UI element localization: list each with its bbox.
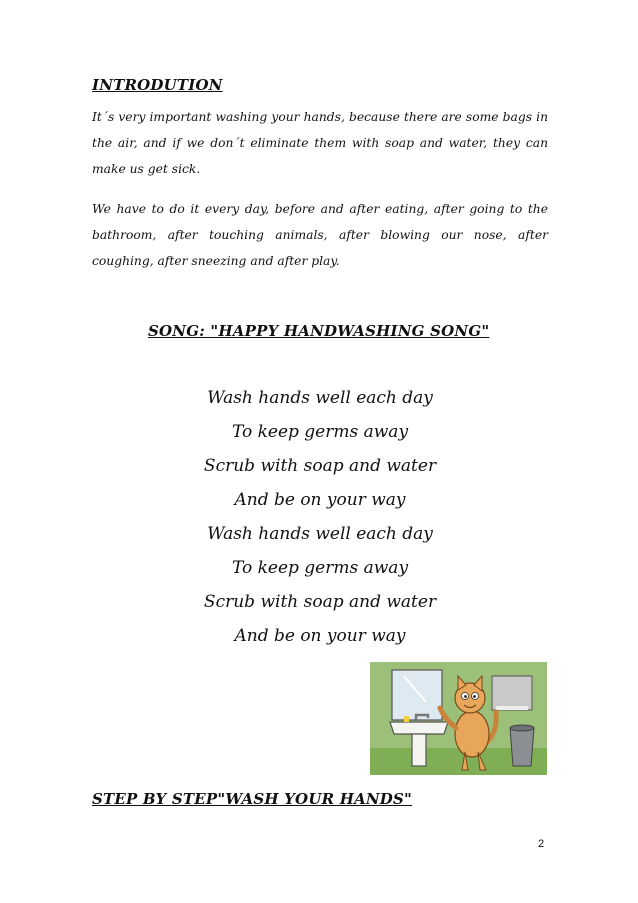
introduction-heading: INTRODUTION [92,76,223,94]
song-heading: SONG: "HAPPY HANDWASHING SONG" [148,322,490,340]
trash-can [510,728,534,766]
song-line: To keep germs away [231,558,409,578]
song-line: And be on your way [234,626,406,646]
mirror [392,670,442,720]
steps-heading: STEP BY STEP"WASH YOUR HANDS" [92,790,413,808]
song-line: Scrub with soap and water [203,456,437,476]
song-lyrics [160,381,480,653]
page-number: 2 [538,838,545,850]
sink-pedestal [412,734,426,766]
song-line: Wash hands well each day [207,524,433,544]
song-line: Scrub with soap and water [203,592,437,612]
song-line: And be on your way [234,490,406,510]
song-line: To keep germs away [231,422,409,442]
introduction-paragraph-1: It´s very important washing your hands, because there are some bags in the air, and if we don´t eliminate them with soap and water, they can make us get sick. [92,110,548,176]
song-line: Wash hands well each day [207,388,433,408]
introduction-paragraph-2: We have to do it every day, before and after eating, after going to the bathroom, after touching animals, after blowing our nose, after coughing, after sneezing and after play. [92,202,548,268]
towel-dispenser [492,676,532,710]
sink-basin [390,722,448,734]
soap [404,716,409,722]
cat-washing-hands-illustration [370,662,547,775]
